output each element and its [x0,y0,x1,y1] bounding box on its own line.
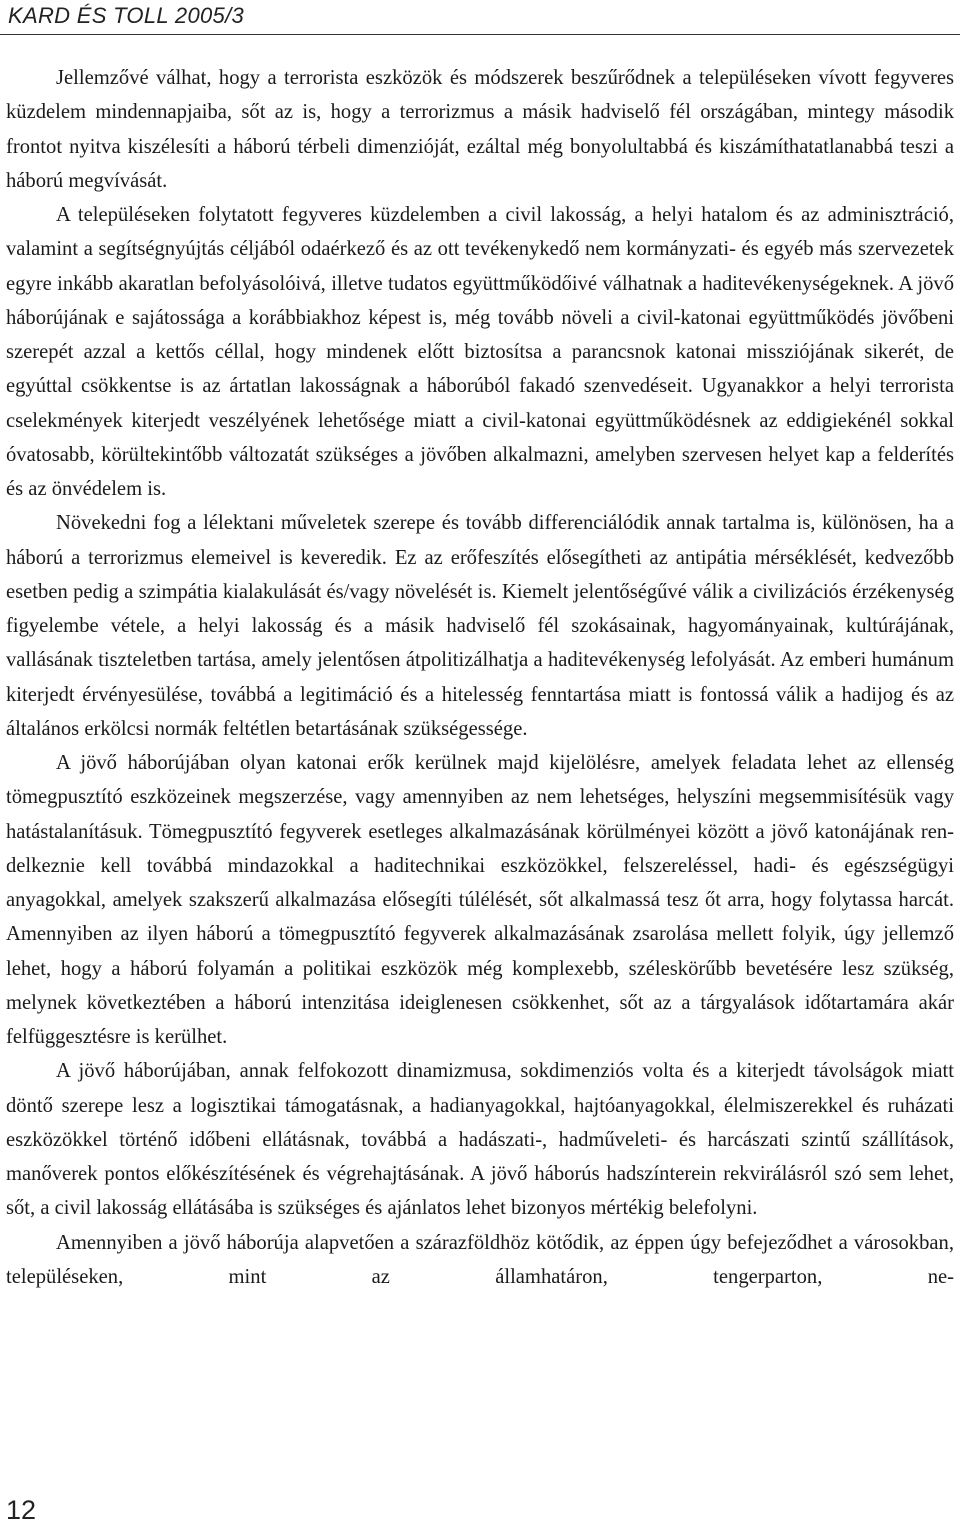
running-head-title: KARD ÉS TOLL 2005/3 [8,3,245,28]
paragraph: Növekedni fog a lélektani műveletek szerepe és tovább differenciálódik annak tartalma is, különösen, ha a háború a terrorizmus elemeivel is keveredik. Ez az erőfeszítés elősegítheti az antipátia mérséklését, kedvezőbb esetben pedig a szimpátia kialakulását és/vagy növelését is. Kiemelt jelentőségűvé válik a civilizációs érzékenység figyelembe vétele, a helyi lakosság és a másik hadviselő fél szokásainak, hagyományainak, kultúrájának, vallásának tiszteletben tartása, amely jelentősen átpolitizálhatja a haditevékenység lefolyását. Az emberi humánum kiterjedt érvényesülése, továbbá a legitimáció és a hitelesség fenntartása miatt is fontossá válik a hadijog és az általános erkölcsi normák feltétlen betartásának szükségessége. [6,512,954,740]
header-divider [0,34,960,35]
paragraph: Jellemzővé válhat, hogy a terrorista eszközök és módszerek beszűrődnek a településeken vívott fegyveres küzdelem mindennapjaiba, sőt az is, hogy a terrorizmus a másik hadviselő fél országában, mintegy második frontot nyitva kiszélesíti a háború térbeli dimenzióját, ezáltal még bonyolultabbá és kiszámíthatatlanabbá teszi a háború megvívását. [6,67,954,192]
paragraph: Amennyiben a jövő háborúja alapvetően a szárazföldhöz kötődik, az éppen úgy befejeződhet a városokban, településeken, mint az államhatáron, tengerparton, ne- [6,1231,954,1288]
paragraph: A településeken folytatott fegyveres küzdelemben a civil lakosság, a helyi hatalom és az adminisztráció, valamint a segítségnyújtás céljából odaérkező és az ott tevékenykedő nem kormányzati- és egyéb más szervezetek egyre inkább akaratlan befolyásolóivá, illetve tudatos együttműködőivé válhatnak a haditevékenységeknek. A jövő háborújának e sajátossága a korábbiakhoz képest is, még tovább növeli a civil-katonai együttműködés jövőbeni szerepét azzal a kettős céllal, hogy mindenek előtt biztosítsa a parancsnok katonai missziójának sikerét, de egyúttal csökkentse is az ártatlan lakosságnak a háborúból fakadó szenvedéseit. Ugyanakkor a helyi terrorista cselekmények kiterjedt veszélyének lehetősége miatt a civil-katonai együttműködésnek az eddigiekénél sokkal óvatosabb, körültekintőbb változatát szükséges a jövőben alkalmazni, amelyben szervesen helyet kap a felderítés és az önvédelem is. [6,204,954,500]
paragraph: A jövő háborújában olyan katonai erők kerülnek majd kijelölésre, amelyek feladata lehet az ellenség tömegpusztító eszközeinek megszerzése, vagy amennyiben az nem lehetséges, helyszíni megsemmisítésük vagy hatástalanításuk. Tömegpusztító fegyverek esetleges alkalmazásának körülményei között a jövő katonájának rendelkeznie kell továbbá mindazokkal a haditechnikai eszközökkel, felszereléssel, hadi- és egészségügyi anyagokkal, amelyek szakszerű alkalmazása elősegíti túlélését, sőt alkalmassá tesz őt arra, hogy folytassa harcát. Amennyiben az ilyen háború a tömegpusztító fegyverek alkalmazásának zsarolása mellett folyik, úgy jellemző lehet, hogy a háború folyamán a politikai eszközök még komplexebb, széleskörűbb bevetésére lesz szükség, melynek következtében a háború intenzitása ideiglenesen csökkenhet, sőt az a tárgyalások időtartamára akár felfüggesztésre is kerülhet. [6,752,954,1048]
page-number: 12 [6,1495,37,1525]
article-body [6,61,954,1294]
paragraph: A jövő háborújában, annak felfokozott dinamizmusa, sokdimenziós volta és a kiterjedt távolságok miatt döntő szerepe lesz a logisztikai támogatásnak, a hadianyagokkal, hajtóanyagokkal, élelmiszerekkel és ruházati eszközökkel történő időbeni ellátásnak, továbbá a hadászati-, hadműveleti- és harcászati szintű szállítások, manőverek pontos előkészítésének és végrehajtásának. A jövő háborús hadszínterein rekvirálásról szó sem lehet, sőt, a civil lakosság ellátásába is szükséges és ajánlatos lehet bizonyos mértékig belefolyni. [6,1060,954,1220]
